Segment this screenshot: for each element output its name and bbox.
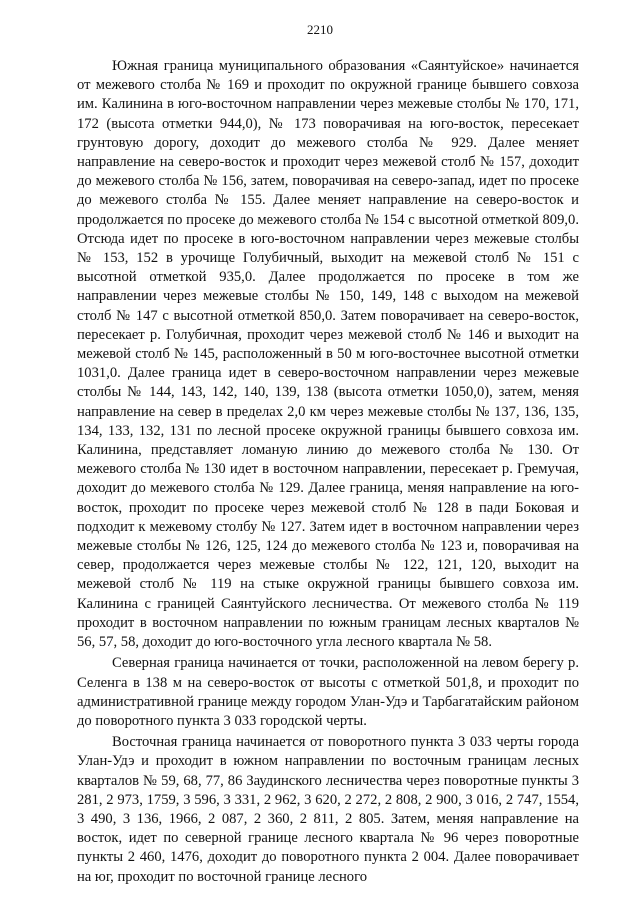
paragraph-northern-boundary: Северная граница начинается от точки, расположенной на левом берегу р. Селенга в 138 м на северо-восток от высоты с отметкой 501,8, и проходит по административной границе между городом Улан-Удэ и Тарбагатайским районом до поворотного пункта 3 033 городской черты. xyxy=(77,655,579,729)
document-body xyxy=(77,57,579,887)
paragraph-eastern-boundary: Восточная граница начинается от поворотного пункта 3 033 черты города Улан-Удэ и проходит в южном направлении по восточным границам лесных кварталов № 59, 68, 77, 86 Заудинского лесничества через поворотные пункты 3 281, 2 973, 1759, 3 596, 3 331, 2 962, 3 620, 2 272, 2 808, 2 900, 3 016, 2 747, 1554, 3 490, 3 136, 1966, 2 087, 2 360, 2 811, 2 805. Затем, меняя направление на восток, идет по северной границе лесного квартала № 96 через поворотные пункты 2 460, 1476, доходит до поворотного пункта 2 004. Далее поворачивает на юг, проходит по восточной границе лесного xyxy=(77,734,579,885)
page-number: 2210 xyxy=(307,22,333,37)
paragraph-southern-boundary: Южная граница муниципального образования «Саянтуйское» начинается от межевого столба № 169 и проходит по окружной границе бывшего совхоза им. Калинина в юго-восточном направлении через межевые столбы № 170, 171, 172 (высота отметки 944,0), № 173 поворачивая на юго-восток, пересекает грунтовую дорогу, доходит до межевого столба № 929. Далее меняет направление на северо-восток и проходит через межевой столб № 157, доходит до межевого столба № 156, затем, поворачивая на северо-запад, идет по просеке до межевого столба № 155. Далее меняет направление на северо-восток и продолжается по просеке до межевого столба № 154 с высотной отметкой 809,0. Отсюда идет по просеке в юго-восточном направлении через межевые столбы № 153, 152 в урочище Голубичный, выходит на межевой столб № 151 с высотной отметкой 935,0. Далее продолжается по просеке в том же направлении через межевые столбы № 150, 149, 148 с выходом на межевой столб № 147 с высотной отметкой 850,0. Затем поворачивает на северо-восток, пересекает р. Голубичная, проходит через межевой столб № 146 и выходит на межевой столб № 145, расположенный в 50 м юго-восточнее высотной отметки 1031,0. Далее граница идет в северо-восточном направлении через межевые столбы № 144, 143, 142, 140, 139, 138 (высота отметки 1050,0), затем, меняя направление на север в пределах 2,0 км через межевые столбы № 137, 136, 135, 134, 133, 132, 131 по лесной просеке окружной границы бывшего совхоза им. Калинина, представляет ломаную линию до межевого столба № 130. От межевого столба № 130 идет в восточном направлении, пересекает р. Гремучая, доходит до межевого столба № 129. Далее граница, меняя направление на юго-восток, проходит по просеке через межевой столб № 128 в пади Боковая и подходит к межевому столбу № 127. Затем идет в восточном направлении через межевые столбы № 126, 125, 124 до межевого столба № 123 и, поворачивая на север, продолжается через межевые столбы № 122, 121, 120, выходит на межевой столб № 119 на стыке окружной границы бывшего совхоза им. Калинина с границей Саянтуйского лесничества. От межевого столба № 119 проходит в восточном направлении по южным границам лесных кварталов № 56, 57, 58, доходит до юго-восточного угла лесного квартала № 58. xyxy=(77,58,579,651)
